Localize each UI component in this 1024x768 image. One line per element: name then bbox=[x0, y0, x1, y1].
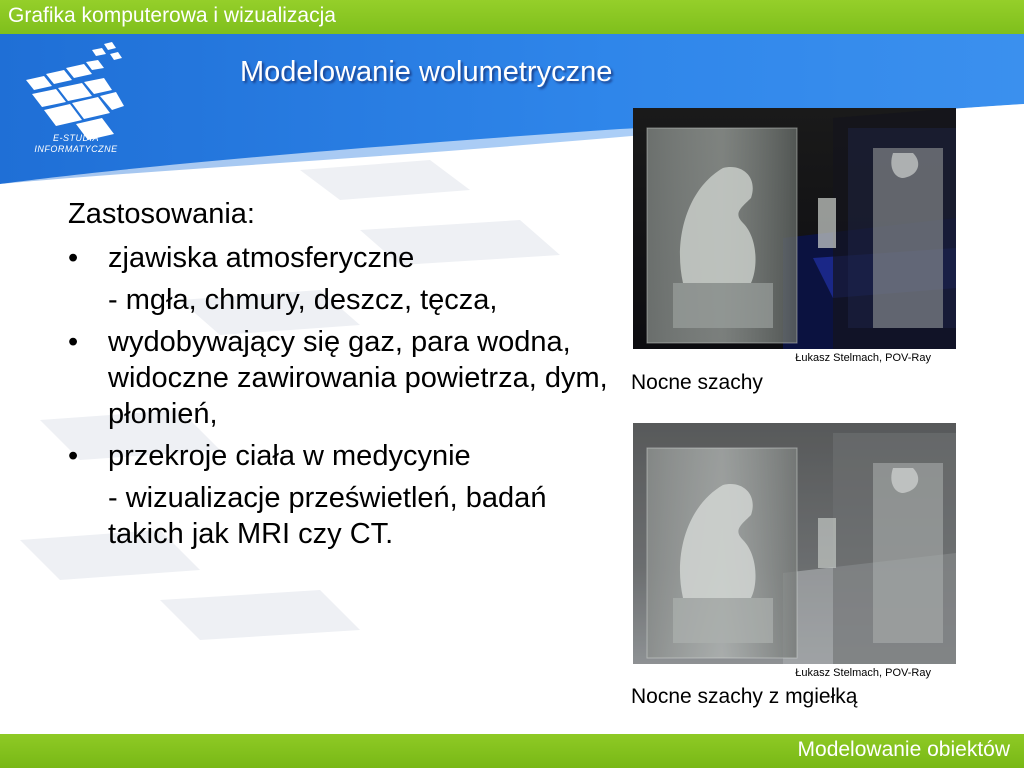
image-credit: Łukasz Stelmach, POV-Ray bbox=[795, 352, 931, 364]
bullet-item bbox=[68, 438, 628, 474]
bullet-item bbox=[68, 324, 628, 432]
bullet-text: przekroje ciała w medycynie bbox=[108, 440, 471, 472]
image-caption: Nocne szachy bbox=[631, 371, 763, 394]
intro-text: Zastosowania: bbox=[68, 198, 255, 230]
bullet-item bbox=[68, 240, 628, 276]
top-bar bbox=[0, 0, 1024, 34]
slide-content bbox=[68, 196, 628, 558]
logo-text bbox=[30, 133, 122, 155]
bullet-subline: - mgła, chmury, deszcz, tęcza, bbox=[108, 284, 498, 316]
logo-line2: INFORMATYCZNE bbox=[34, 144, 118, 154]
course-title: Grafika komputerowa i wizualizacja bbox=[8, 4, 336, 27]
image-credit: Łukasz Stelmach, POV-Ray bbox=[795, 667, 931, 679]
section-name: Modelowanie obiektów bbox=[797, 738, 1010, 761]
bullet-subline: - wizualizacje prześwietleń, badań takich jak MRI czy CT. bbox=[108, 482, 547, 550]
bullet-text: zjawiska atmosferyczne bbox=[108, 242, 415, 274]
slide-title: Modelowanie wolumetryczne bbox=[240, 56, 613, 88]
bottom-bar bbox=[0, 734, 1024, 768]
logo-line1: E-STUDIA bbox=[52, 133, 99, 143]
image-caption: Nocne szachy z mgiełką bbox=[631, 685, 858, 708]
bullet-dot: • bbox=[68, 242, 79, 274]
bullet-dot: • bbox=[68, 326, 79, 358]
bullet-text: wydobywający się gaz, para wodna, widoczne zawirowania powietrza, dym, płomień, bbox=[108, 326, 608, 430]
chess-fog-render-image bbox=[633, 423, 956, 664]
chess-render-image bbox=[633, 108, 956, 349]
bullet-dot: • bbox=[68, 440, 79, 472]
